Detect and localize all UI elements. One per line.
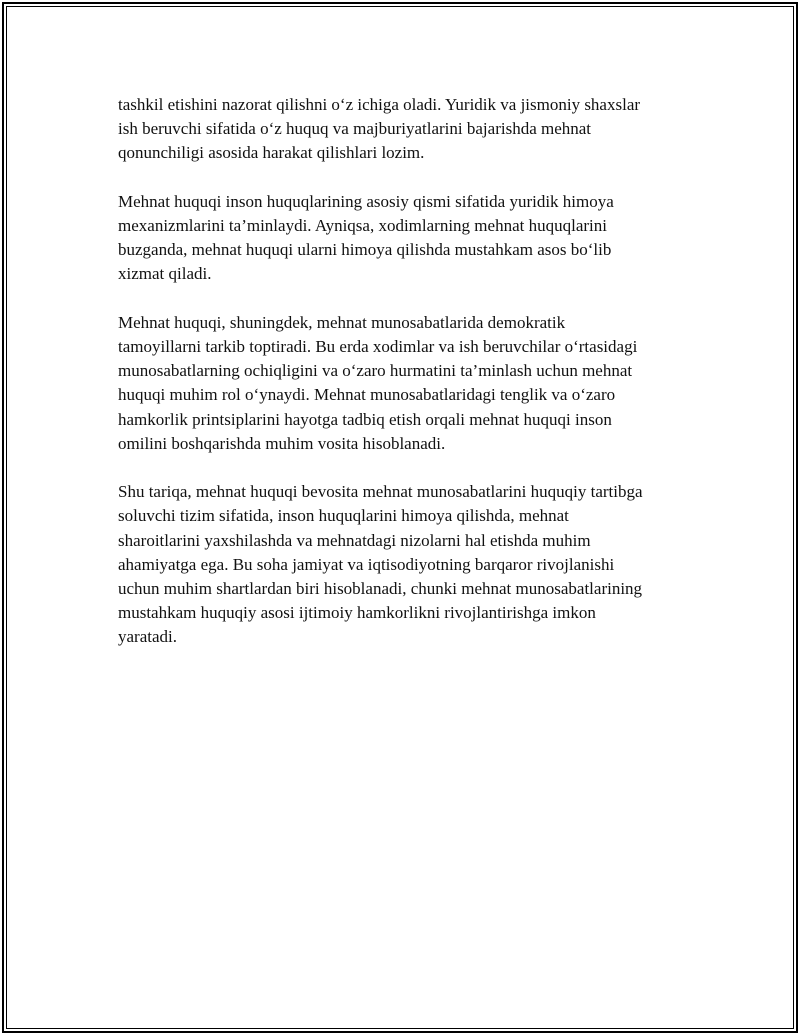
paragraph-2 bbox=[118, 190, 698, 287]
text-line: qonunchiligi asosida harakat qilishlari lozim. bbox=[118, 143, 425, 163]
paragraph-1 bbox=[118, 93, 698, 166]
text-line: soluvchi tizim sifatida, inson huquqlarini himoya qilishda, mehnat bbox=[118, 506, 569, 526]
text-line: ish beruvchi sifatida o‘z huquq va majburiyatlarini bajarishda mehnat bbox=[118, 119, 592, 139]
text-line: Shu tariqa, mehnat huquqi bevosita mehnat munosabatlarini huquqiy tartibga bbox=[118, 482, 643, 502]
text-line: Mehnat huquqi inson huquqlarining asosiy qismi sifatida yuridik himoya bbox=[118, 191, 614, 211]
text-line: munosabatlarning ochiqligini va o‘zaro hurmatini ta’minlash uchun mehnat bbox=[118, 361, 633, 381]
text-line: tashkil etishini nazorat qilishni o‘z ichiga oladi. Yuridik va jismoniy shaxslar bbox=[118, 95, 641, 114]
paragraph-3 bbox=[118, 311, 698, 456]
text-line: sharoitlarini yaxshilashda va mehnatdagi nizolarni hal etishda muhim bbox=[118, 530, 591, 550]
text-line: omilini boshqarishda muhim vosita hisoblanadi. bbox=[118, 433, 446, 453]
text-line: huquqi muhim rol o‘ynaydi. Mehnat munosabatlaridagi tenglik va o‘zaro bbox=[118, 385, 616, 405]
text-line: Mehnat huquqi, shuningdek, mehnat munosabatlarida demokratik bbox=[118, 312, 566, 332]
text-line: tamoyillarni tarkib toptiradi. Bu erda xodimlar va ish beruvchilar o‘rtasidagi bbox=[118, 337, 638, 356]
text-line: ahamiyatga ega. Bu soha jamiyat va iqtisodiyotning barqaror rivojlanishi bbox=[118, 554, 615, 574]
text-line: hamkorlik printsiplarini hayotga tadbiq etish orqali mehnat huquqi inson bbox=[118, 409, 612, 429]
text-line: yaratadi. bbox=[118, 627, 177, 647]
text-line: xizmat qiladi. bbox=[118, 264, 212, 284]
text-line: buzganda, mehnat huquqi ularni himoya qilishda mustahkam asos bo‘lib bbox=[118, 240, 612, 260]
text-line: mexanizmlarini ta’minlaydi. Ayniqsa, xodimlarning mehnat huquqlarini bbox=[118, 216, 607, 235]
paragraph-4 bbox=[118, 480, 698, 649]
text-line: mustahkam huquqiy asosi ijtimoiy hamkorlikni rivojlantirishga imkon bbox=[118, 603, 596, 623]
text-line: uchun muhim shartlardan biri hisoblanadi, chunki mehnat munosabatlarining bbox=[118, 579, 643, 599]
document-body bbox=[118, 93, 698, 674]
